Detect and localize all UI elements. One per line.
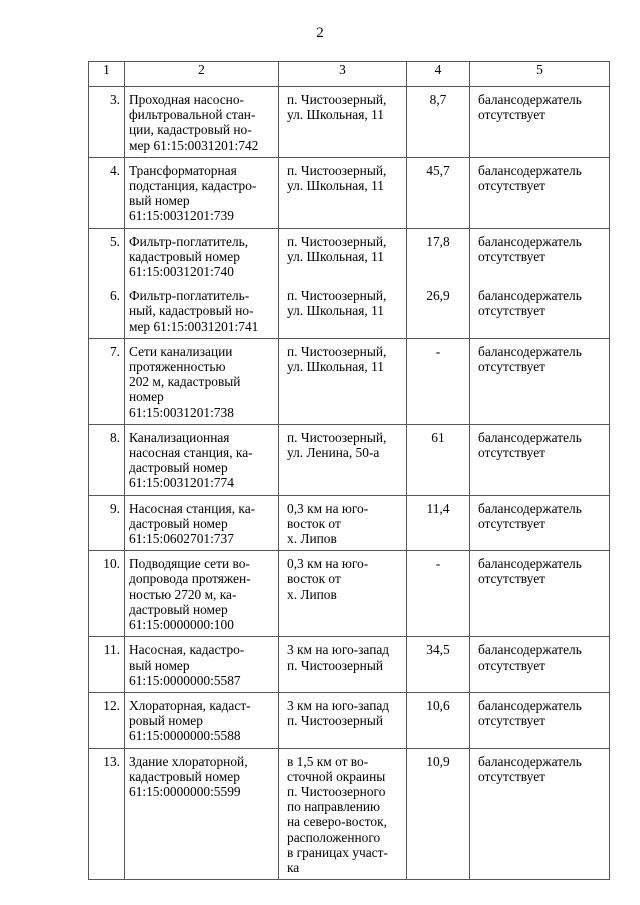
object-location: 3 км на юго-запад п. Чистоозерный bbox=[287, 697, 390, 729]
object-location: 3 км на юго-запад п. Чистоозерный bbox=[287, 642, 390, 673]
object-name: Здание хлораторной, кадастровый номер 61:15:0000000:5599 bbox=[129, 753, 248, 799]
object-value: 10,6 bbox=[426, 697, 450, 713]
row-number: 12. bbox=[103, 697, 120, 713]
balance-holder: балансодержатель отсутствует bbox=[478, 343, 582, 375]
page-number: 2 bbox=[316, 25, 324, 41]
object-location: 0,3 км на юго- восток от х. Липов bbox=[287, 556, 369, 602]
row-number: 3. bbox=[109, 92, 120, 107]
object-name: Подводящие сети во- допровода протяжен- ностью 2720 м, ка- дастровый номер 61:15:0000000:100 bbox=[129, 556, 251, 633]
balance-holder: балансодержатель отсутствует bbox=[478, 162, 582, 194]
balance-holder: балансодержатель отсутствует bbox=[478, 642, 582, 673]
object-value: 61 bbox=[431, 429, 445, 445]
object-value: - bbox=[435, 343, 441, 359]
table-row bbox=[89, 157, 610, 228]
row-number: 10. bbox=[103, 556, 120, 572]
object-value: 26,9 bbox=[426, 288, 450, 304]
object-name: Насосная станция, ка- дастровый номер 61:15:0602701:737 bbox=[129, 500, 256, 547]
header-col-3: 3 bbox=[279, 62, 407, 87]
table-row bbox=[89, 338, 610, 424]
table-row bbox=[89, 495, 610, 551]
object-name: Трансформаторная подстанция, кадастро- вый номер 61:15:0031201:739 bbox=[129, 162, 257, 224]
object-value: - bbox=[435, 556, 441, 572]
object-location: п. Чистоозерный, ул. Ленина, 50-а bbox=[287, 429, 387, 461]
table-row bbox=[89, 228, 610, 283]
object-location: 0,3 км на юго- восток от х. Липов bbox=[287, 500, 369, 547]
property-table bbox=[88, 61, 610, 880]
object-name: Хлораторная, кадаст- ровый номер 61:15:0000000:5588 bbox=[129, 697, 251, 744]
object-name: Сети канализации протяженностью 202 м, кадастровый номер 61:15:0031201:738 bbox=[129, 343, 241, 420]
table-row bbox=[89, 637, 610, 693]
object-location: п. Чистоозерный, ул. Школьная, 11 bbox=[287, 162, 387, 194]
row-number: 11. bbox=[103, 642, 120, 658]
object-value: 45,7 bbox=[426, 162, 450, 178]
object-value: 8,7 bbox=[429, 92, 447, 107]
table-row bbox=[89, 692, 610, 748]
row-number: 7. bbox=[109, 343, 120, 359]
row-number: 4. bbox=[109, 162, 120, 178]
object-name: Фильтр-поглатитель, кадастровый номер 61:15:0031201:740 bbox=[129, 233, 249, 280]
object-value: 10,9 bbox=[426, 753, 450, 769]
balance-holder: балансодержатель отсутствует bbox=[478, 556, 582, 587]
header-col-1: 1 bbox=[89, 62, 125, 87]
row-number: 9. bbox=[109, 500, 120, 516]
object-value: 17,8 bbox=[426, 233, 450, 249]
row-number: 8. bbox=[109, 429, 120, 445]
balance-holder: балансодержатель отсутствует bbox=[478, 753, 582, 784]
table-row bbox=[89, 424, 610, 495]
object-location: п. Чистоозерный, ул. Школьная, 11 bbox=[287, 288, 387, 319]
balance-holder: балансодержатель отсутствует bbox=[478, 233, 582, 264]
table-row bbox=[89, 748, 610, 880]
object-location: п. Чистоозерный, ул. Школьная, 11 bbox=[287, 343, 387, 375]
object-name: Проходная насосно- фильтровальной стан- ции, кадастровый но- мер 61:15:0031201:742 bbox=[129, 92, 259, 153]
object-name: Фильтр-поглатитель- ный, кадастровый но- мер 61:15:0031201:741 bbox=[129, 288, 259, 334]
header-col-4: 4 bbox=[407, 62, 470, 87]
header-col-5: 5 bbox=[470, 62, 610, 87]
table-header-row bbox=[89, 62, 610, 87]
object-name: Насосная, кадастро- вый номер 61:15:0000000:5587 bbox=[129, 642, 245, 688]
header-col-2: 2 bbox=[125, 62, 279, 87]
balance-holder: балансодержатель отсутствует bbox=[478, 500, 582, 531]
object-value: 11,4 bbox=[426, 500, 450, 516]
table-row bbox=[89, 87, 610, 158]
object-name: Канализационная насосная станция, ка- дастровый номер 61:15:0031201:774 bbox=[129, 429, 253, 491]
row-number: 6. bbox=[109, 288, 120, 304]
balance-holder: балансодержатель отсутствует bbox=[478, 92, 582, 123]
object-location: п. Чистоозерный, ул. Школьная, 11 bbox=[287, 92, 387, 123]
object-location: п. Чистоозерный, ул. Школьная, 11 bbox=[287, 233, 387, 264]
row-number: 5. bbox=[109, 233, 120, 249]
table-row bbox=[89, 551, 610, 637]
balance-holder: балансодержатель отсутствует bbox=[478, 288, 582, 319]
row-number: 13. bbox=[103, 753, 120, 769]
object-location: в 1,5 км от во- сточной окраины п. Чистоозерного по направлению на северо-восток, расположенного в границах участ- ка bbox=[287, 753, 388, 875]
table-row bbox=[89, 283, 610, 338]
balance-holder: балансодержатель отсутствует bbox=[478, 429, 582, 461]
balance-holder: балансодержатель отсутствует bbox=[478, 697, 582, 729]
object-value: 34,5 bbox=[426, 642, 450, 658]
